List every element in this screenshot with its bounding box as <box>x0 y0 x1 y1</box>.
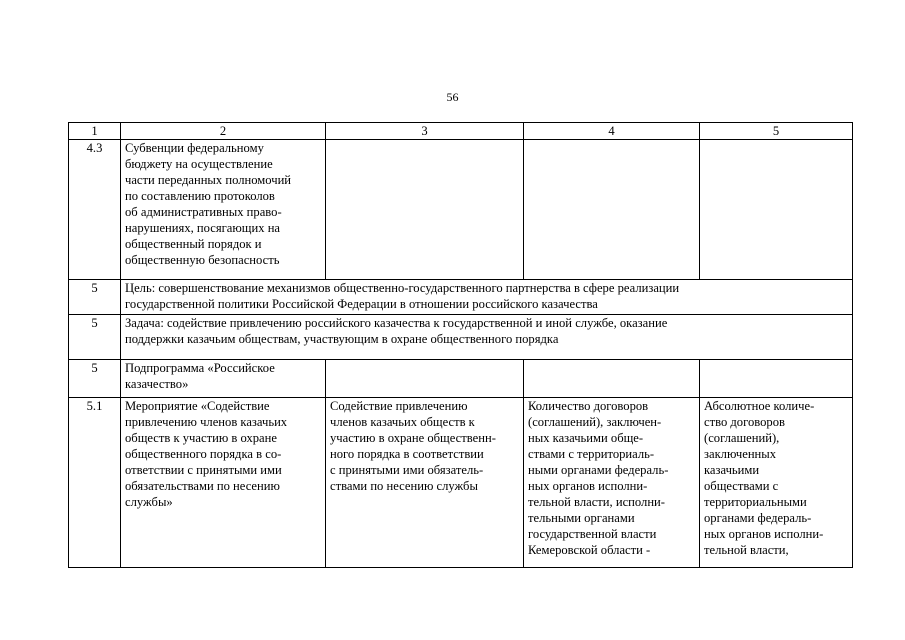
table-row <box>69 398 853 568</box>
program-table <box>68 122 853 568</box>
table-row <box>69 140 853 280</box>
row-number: 4.3 <box>69 140 121 280</box>
header-cell: 4 <box>524 123 700 140</box>
table-row <box>69 315 853 360</box>
row-cell: Количество договоров (соглашений), заключен- ных казачьими обще- ствами с территориаль- ными органами федераль- ных органов исполни- тельной власти, исполни- тельными органами государственной власти Кемеровской области - <box>524 398 700 568</box>
task-cell: Задача: содействие привлечению российского казачества к государственной и иной службе, оказание поддержки казачьим обществам, участвующим в охране общественного порядка <box>121 315 853 360</box>
row-cell <box>524 360 700 398</box>
goal-cell: Цель: совершенствование механизмов общественно-государственного партнерства в сфере реализации государственной политики Российской Федерации в отношении российского казачества <box>121 280 853 315</box>
row-cell <box>700 140 853 280</box>
table-row <box>69 280 853 315</box>
row-cell <box>326 140 524 280</box>
row-number: 5 <box>69 280 121 315</box>
row-cell <box>524 140 700 280</box>
row-cell: Субвенции федеральному бюджету на осуществление части переданных полномочий по составлению протоколов об административных право- нарушениях, посягающих на общественный порядок и общественную безопасность <box>121 140 326 280</box>
row-cell <box>326 360 524 398</box>
row-number: 5.1 <box>69 398 121 568</box>
row-cell: Абсолютное количе- ство договоров (соглашений), заключенных казачьими обществами с территориальными органами федераль- ных органов исполни- тельной власти, <box>700 398 853 568</box>
page-number: 56 <box>446 90 459 104</box>
table-row <box>69 360 853 398</box>
header-cell: 3 <box>326 123 524 140</box>
header-cell: 2 <box>121 123 326 140</box>
header-cell: 1 <box>69 123 121 140</box>
row-cell: Мероприятие «Содействие привлечению членов казачьих обществ к участию в охране общественного порядка в со- ответствии с принятыми ими обязательствами по несению службы» <box>121 398 326 568</box>
row-number: 5 <box>69 360 121 398</box>
header-cell: 5 <box>700 123 853 140</box>
row-cell <box>700 360 853 398</box>
row-cell: Подпрограмма «Российское казачество» <box>121 360 326 398</box>
table-header-row <box>69 123 853 140</box>
row-cell: Содействие привлечению членов казачьих обществ к участию в охране общественн- ного порядка в соответствии с принятыми ими обязатель- ствами по несению службы <box>326 398 524 568</box>
row-number: 5 <box>69 315 121 360</box>
